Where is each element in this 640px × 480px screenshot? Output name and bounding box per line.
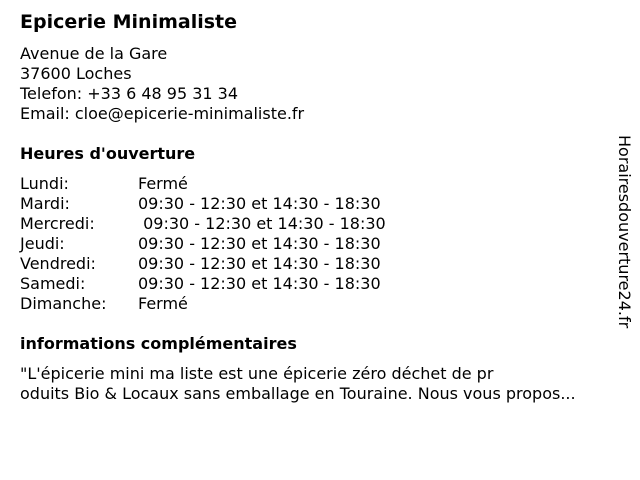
shop-name: Epicerie Minimaliste — [20, 11, 238, 33]
day-label: Vendredi: — [20, 254, 96, 273]
day-hours: 09:30 - 12:30 et 14:30 - 18:30 — [138, 214, 386, 233]
email-address: Email: cloe@epicerie-minimaliste.fr — [20, 104, 305, 123]
info-text-line: "L'épicerie mini ma liste est une épicerie zéro déchet de pr — [20, 364, 494, 383]
hours-heading: Heures d'ouverture — [20, 144, 196, 163]
phone-number: Telefon: +33 6 48 95 31 34 — [20, 84, 239, 103]
day-hours: Fermé — [138, 294, 188, 313]
day-hours: Fermé — [138, 174, 188, 193]
day-label: Dimanche: — [20, 294, 107, 313]
address-city: 37600 Loches — [20, 64, 132, 83]
site-watermark: Horairesdouverture24.fr — [615, 135, 634, 329]
day-label: Samedi: — [20, 274, 86, 293]
address-street: Avenue de la Gare — [20, 44, 168, 63]
day-label: Jeudi: — [20, 234, 65, 253]
day-hours: 09:30 - 12:30 et 14:30 - 18:30 — [138, 254, 381, 273]
info-description — [20, 364, 630, 404]
day-hours: 09:30 - 12:30 et 14:30 - 18:30 — [138, 194, 381, 213]
info-text-line: oduits Bio & Locaux sans emballage en Touraine. Nous vous propos... — [20, 384, 576, 403]
day-hours: 09:30 - 12:30 et 14:30 - 18:30 — [138, 274, 381, 293]
day-label: Mercredi: — [20, 214, 95, 233]
day-label: Mardi: — [20, 194, 70, 213]
day-label: Lundi: — [20, 174, 69, 193]
day-hours: 09:30 - 12:30 et 14:30 - 18:30 — [138, 234, 381, 253]
info-heading: informations complémentaires — [20, 334, 297, 353]
